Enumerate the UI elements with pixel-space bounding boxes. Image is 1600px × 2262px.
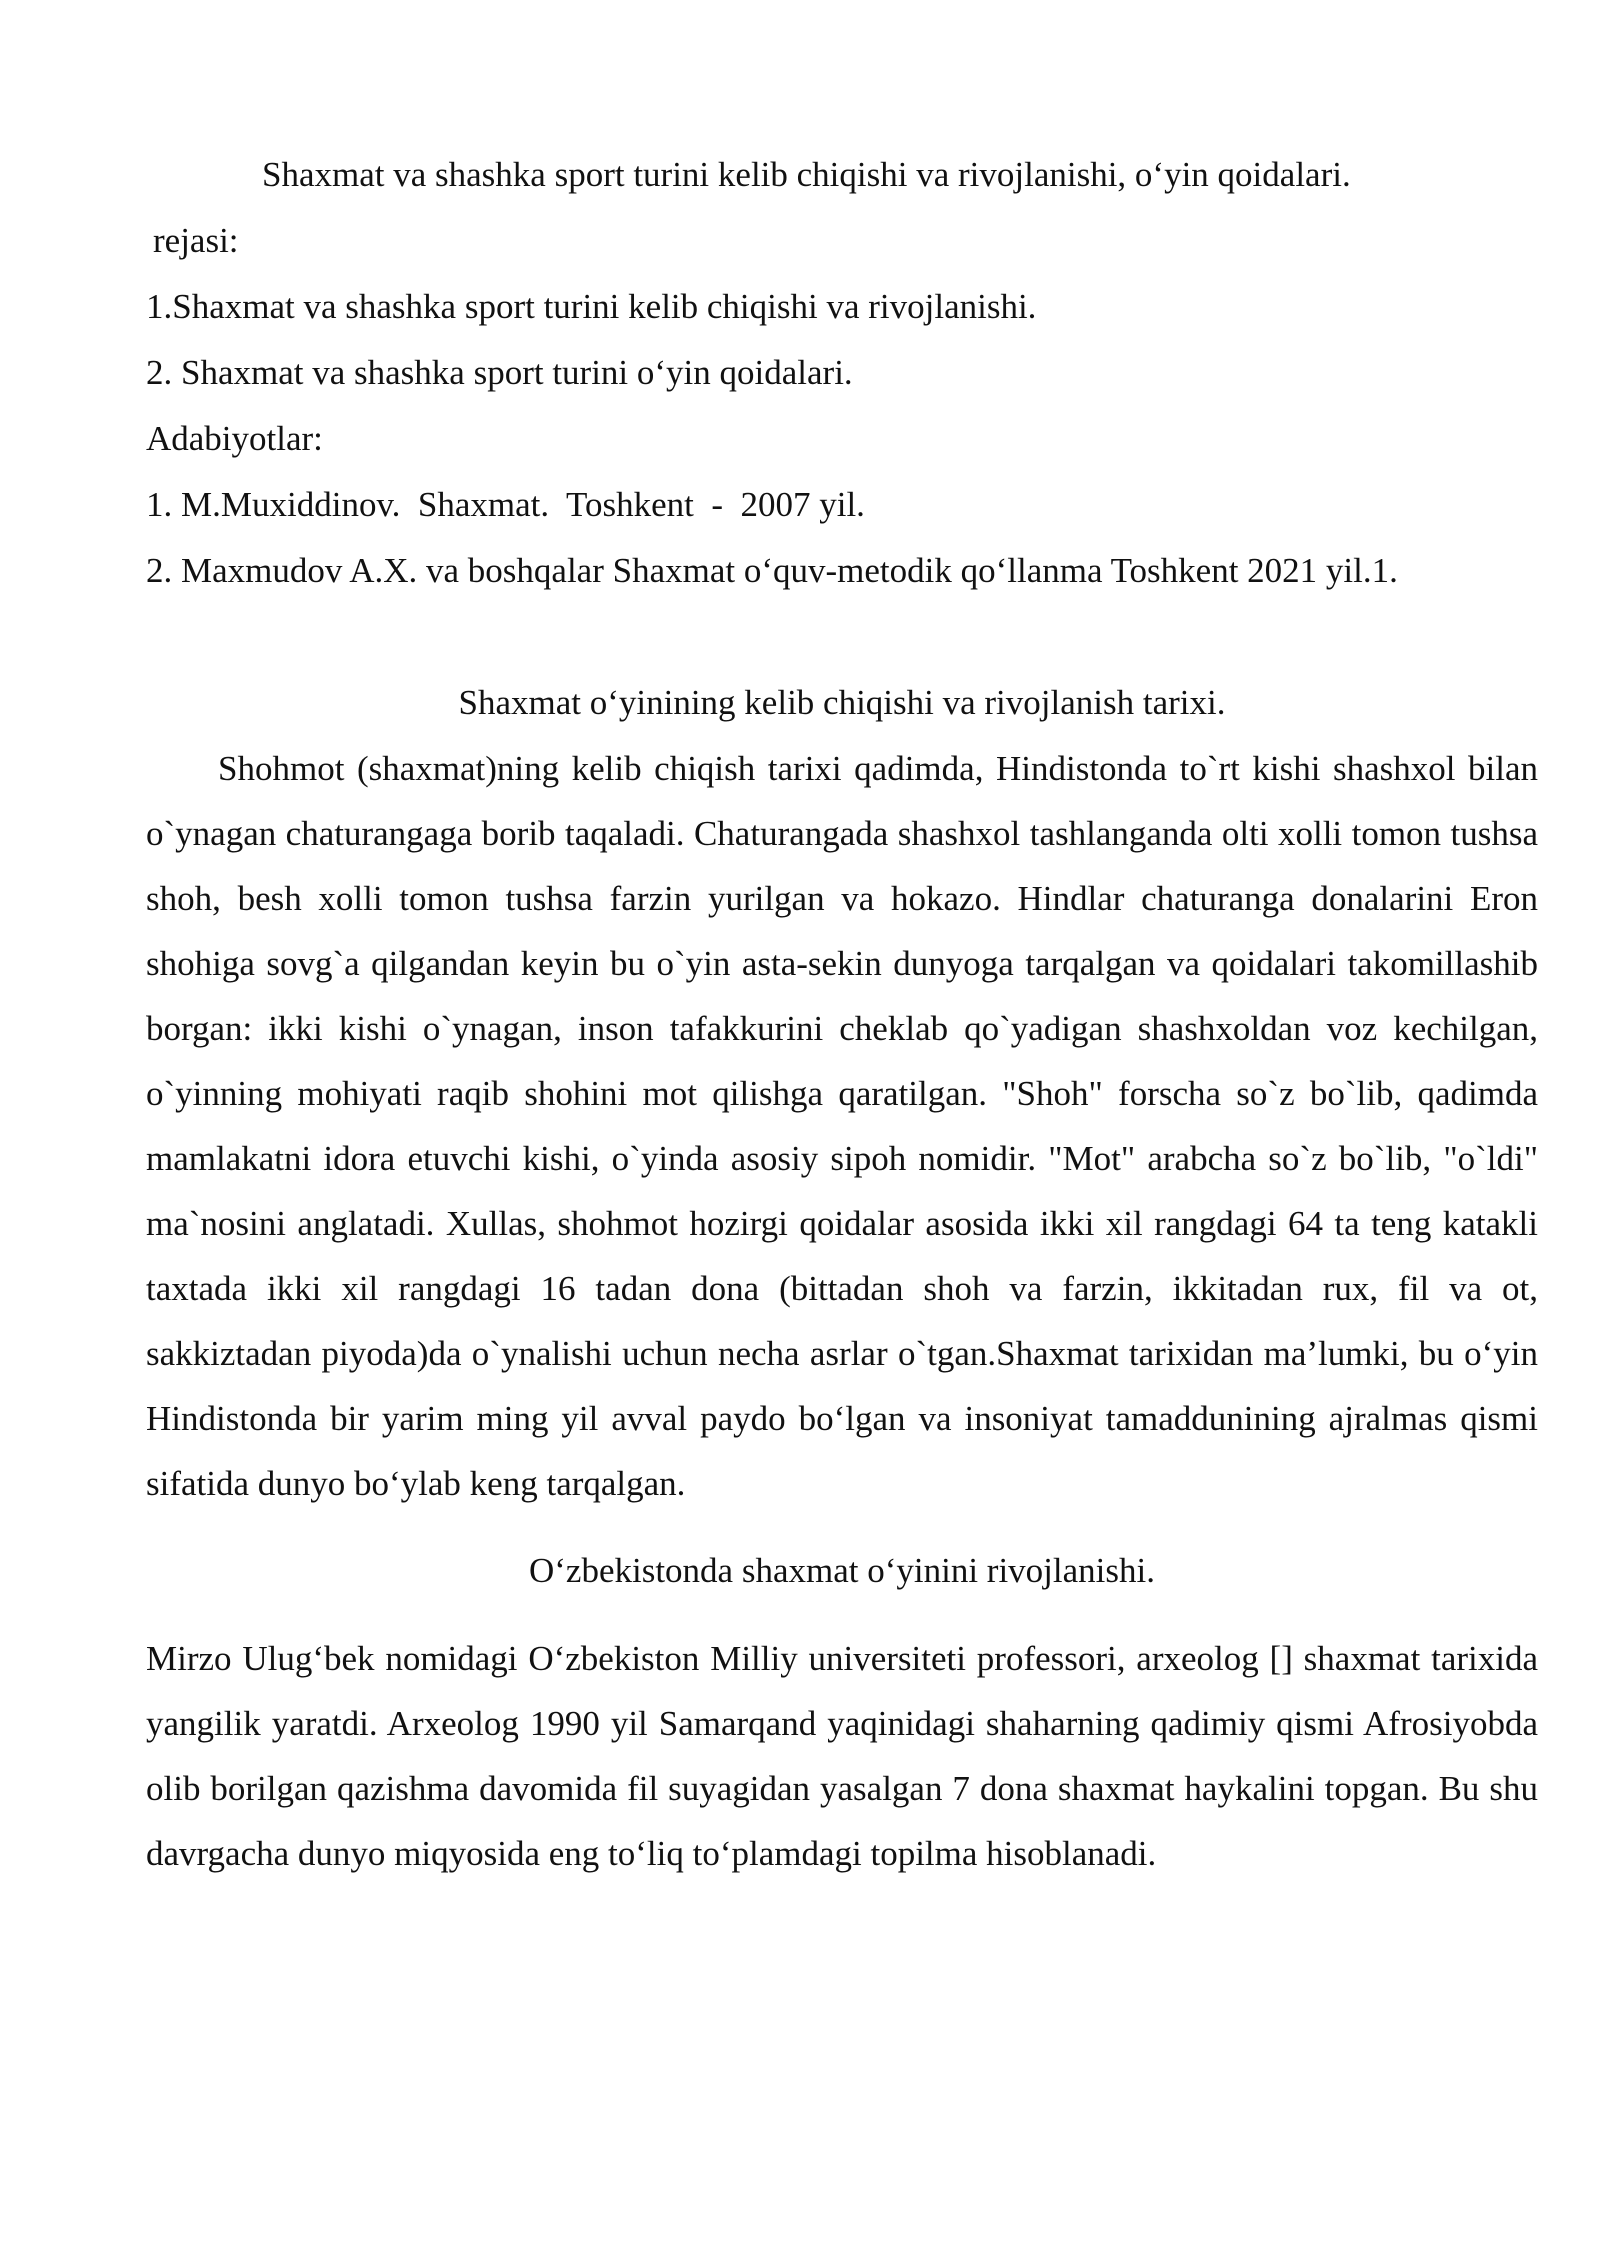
plan-item: 1.Shaxmat va shashka sport turini kelib chiqishi va rivojlanishi. bbox=[146, 287, 1037, 326]
section-heading: Shaxmat o‘yinining kelib chiqishi va rivojlanish tarixi. bbox=[458, 683, 1226, 722]
literature-item: 1. M.Muxiddinov. Shaxmat. Toshkent - 2007 yil. bbox=[146, 485, 865, 524]
body-paragraph: Shohmot (shaxmat)ning kelib chiqish tarixi qadimda, Hindistonda to`rt kishi shashxol bilan o`ynagan chaturangaga borib taqaladi. Chaturangada shashxol tashlanganda olti xolli tomon tushsa shoh, besh xolli tomon tushsa farzin yurilgan va hokazo. Hindlar chaturanga donalarini Eron shohiga sovg`a qilgandan keyin bu o`yin asta-sekin dunyoga tarqalgan va qoidalari takomillashib borgan: ikki kishi o`ynagan, inson tafakkurini cheklab qo`yadigan shashxoldan voz kechilgan, o`yinning mohiyati raqib shohini mot qilishga qaratilgan. "Shoh" forscha so`z bo`lib, qadimda mamlakatni idora etuvchi kishi, o`yinda asosiy sipoh nomidir. "Mot" arabcha so`z bo`lib, "o`ldi" ma`nosini anglatadi. Xullas, shohmot hozirgi qoidalar asosida ikki xil rangdagi 64 ta teng katakli taxtada ikki xil rangdagi 16 tadan dona (bittadan shoh va farzin, ikkitadan rux, fil va ot, sakkiztadan piyoda)da o`ynalishi uchun necha asrlar o`tgan.Shaxmat tarixidan ma’lumki, bu o‘yin Hindistonda bir yarim ming yil avval paydo bo‘lgan va insoniyat tamaddunining ajralmas qismi sifatida dunyo bo‘ylab keng tarqalgan. bbox=[146, 749, 1538, 1503]
plan-label: rejasi: bbox=[153, 221, 239, 260]
body-paragraph: Mirzo Ulug‘bek nomidagi O‘zbekiston Milliy universiteti professori, arxeolog [] shaxmat tarixida yangilik yaratdi. Arxeolog 1990 yil Samarqand yaqinidagi shaharning qadimiy qismi Afrosiyobda olib borilgan qazishma davomida fil suyagidan yasalgan 7 dona shaxmat haykalini topgan. Bu shu davrgacha dunyo miqyosida eng to‘liq to‘plamdagi topilma hisoblanadi. bbox=[146, 1639, 1538, 1873]
literature-item: 2. Maxmudov A.X. va boshqalar Shaxmat o‘quv-metodik qo‘llanma Toshkent 2021 yil.1. bbox=[146, 551, 1398, 590]
literature-label: Adabiyotlar: bbox=[146, 419, 323, 458]
plan-item: 2. Shaxmat va shashka sport turini o‘yin qoidalari. bbox=[146, 353, 853, 392]
section-heading: O‘zbekistonda shaxmat o‘yinini rivojlanishi. bbox=[528, 1551, 1155, 1590]
document-title: Shaxmat va shashka sport turini kelib chiqishi va rivojlanishi, o‘yin qoidalari. bbox=[262, 155, 1351, 194]
